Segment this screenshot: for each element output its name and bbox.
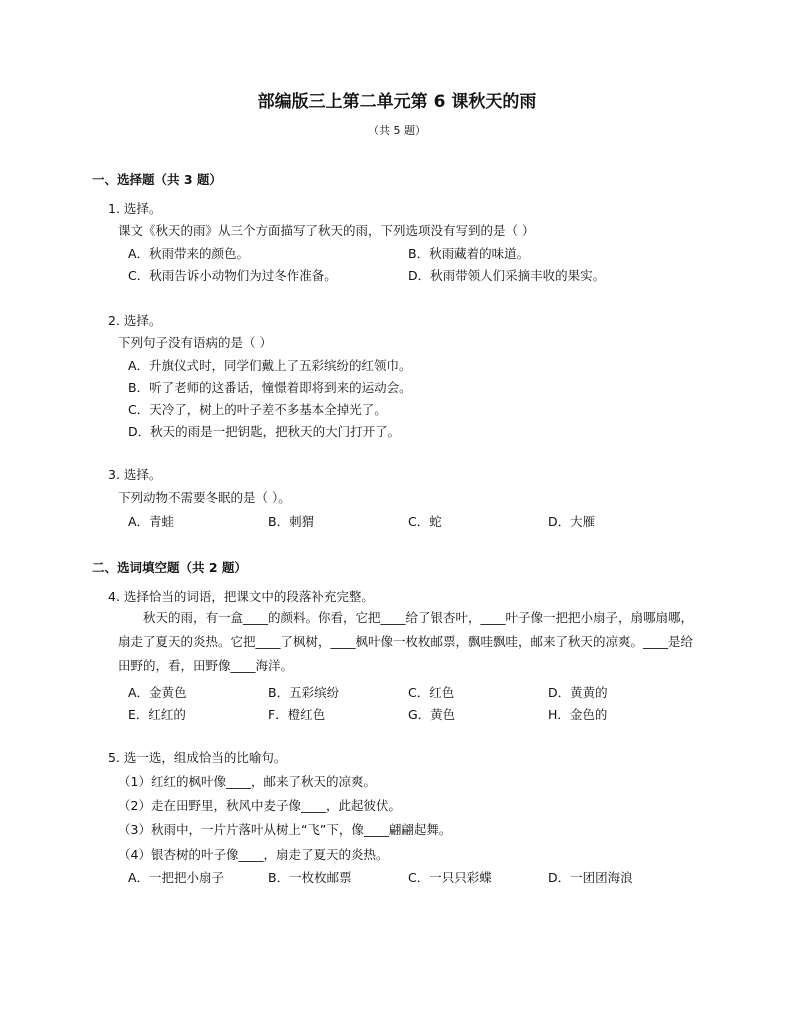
question-4-number: 4. 选择恰当的词语，把课文中的段落补充完整。 [108, 589, 374, 604]
question-4-option-g: G．黄色 [408, 707, 456, 722]
question-1-option-c: C．秋雨告诉小动物们为过冬作准备。 [128, 268, 337, 283]
section-heading-choice: 一、选择题（共 3 题） [92, 172, 222, 187]
question-4-option-c: C．红色 [408, 685, 455, 700]
question-5-option-c: C．一只只彩蝶 [408, 870, 492, 885]
question-2-option-d: D．秋天的雨是一把钥匙，把秋天的大门打开了。 [128, 424, 401, 439]
question-3-option-c: C．蛇 [408, 514, 442, 529]
question-5-item-2: （2）走在田野里，秋风中麦子像____，此起彼伏。 [118, 798, 401, 813]
question-1-number: 1. 选择。 [108, 201, 162, 216]
question-3-option-b: B．刺猬 [268, 514, 315, 529]
page-title: 部编版三上第二单元第 6 课秋天的雨 [257, 92, 537, 112]
question-4-option-a: A．金黄色 [128, 685, 187, 700]
question-1-stem: 课文《秋天的雨》从三个方面描写了秋天的雨，下列选项没有写到的是（ ） [118, 223, 535, 238]
question-2-number: 2. 选择。 [108, 313, 162, 328]
question-4-option-d: D．黄黄的 [548, 685, 608, 700]
question-5-item-4: （4）银杏树的叶子像____，扇走了夏天的炎热。 [118, 847, 389, 862]
question-4-option-b: B．五彩缤纷 [268, 685, 340, 700]
question-2-option-b: B．听了老师的这番话，憧憬着即将到来的运动会。 [128, 380, 412, 395]
question-4-option-h: H．金色的 [548, 707, 608, 722]
question-4-option-e: E．红红的 [128, 707, 186, 722]
section-heading-fill-in: 二、选词填空题（共 2 题） [92, 560, 247, 575]
question-5-option-d: D．一团团海浪 [548, 870, 633, 885]
question-5-item-1: （1）红红的枫叶像____，邮来了秋天的凉爽。 [118, 774, 376, 789]
question-1-option-a: A．秋雨带来的颜色。 [128, 246, 250, 261]
question-count: （共 5 题） [368, 124, 426, 137]
question-2-stem: 下列句子没有语病的是（ ） [118, 335, 272, 350]
question-2-option-a: A．升旗仪式时，同学们戴上了五彩缤纷的红领巾。 [128, 358, 412, 373]
question-3-option-a: A．青蛙 [128, 514, 175, 529]
question-5-option-a: A．一把把小扇子 [128, 870, 225, 885]
question-2-option-c: C．天冷了，树上的叶子差不多基本全掉光了。 [128, 402, 387, 417]
question-4-option-f: F．橙红色 [268, 707, 326, 722]
question-3-number: 3. 选择。 [108, 467, 162, 482]
question-5-option-b: B．一枚枚邮票 [268, 870, 352, 885]
question-4-passage: 秋天的雨，有一盒____的颜料。你看，它把____给了银杏叶，____叶子像一把把小扇子，扇哪扇哪，扇走了夏天的炎热。它把____了枫树，____枫叶像一枚枚邮票，飘哇飘哇，邮来了秋天的凉爽。____是给田野的，看，田野像____海洋。 [118, 610, 694, 673]
question-5-number: 5. 选一选，组成恰当的比喻句。 [108, 750, 287, 765]
question-1-option-d: D．秋雨带领人们采摘丰收的果实。 [408, 268, 606, 283]
question-3-stem: 下列动物不需要冬眠的是（ ）。 [118, 490, 291, 505]
question-5-item-3: （3）秋雨中，一片片落叶从树上“飞”下，像____翩翩起舞。 [118, 822, 452, 837]
question-3-option-d: D．大雁 [548, 514, 596, 529]
question-1-option-b: B．秋雨藏着的味道。 [408, 246, 530, 261]
